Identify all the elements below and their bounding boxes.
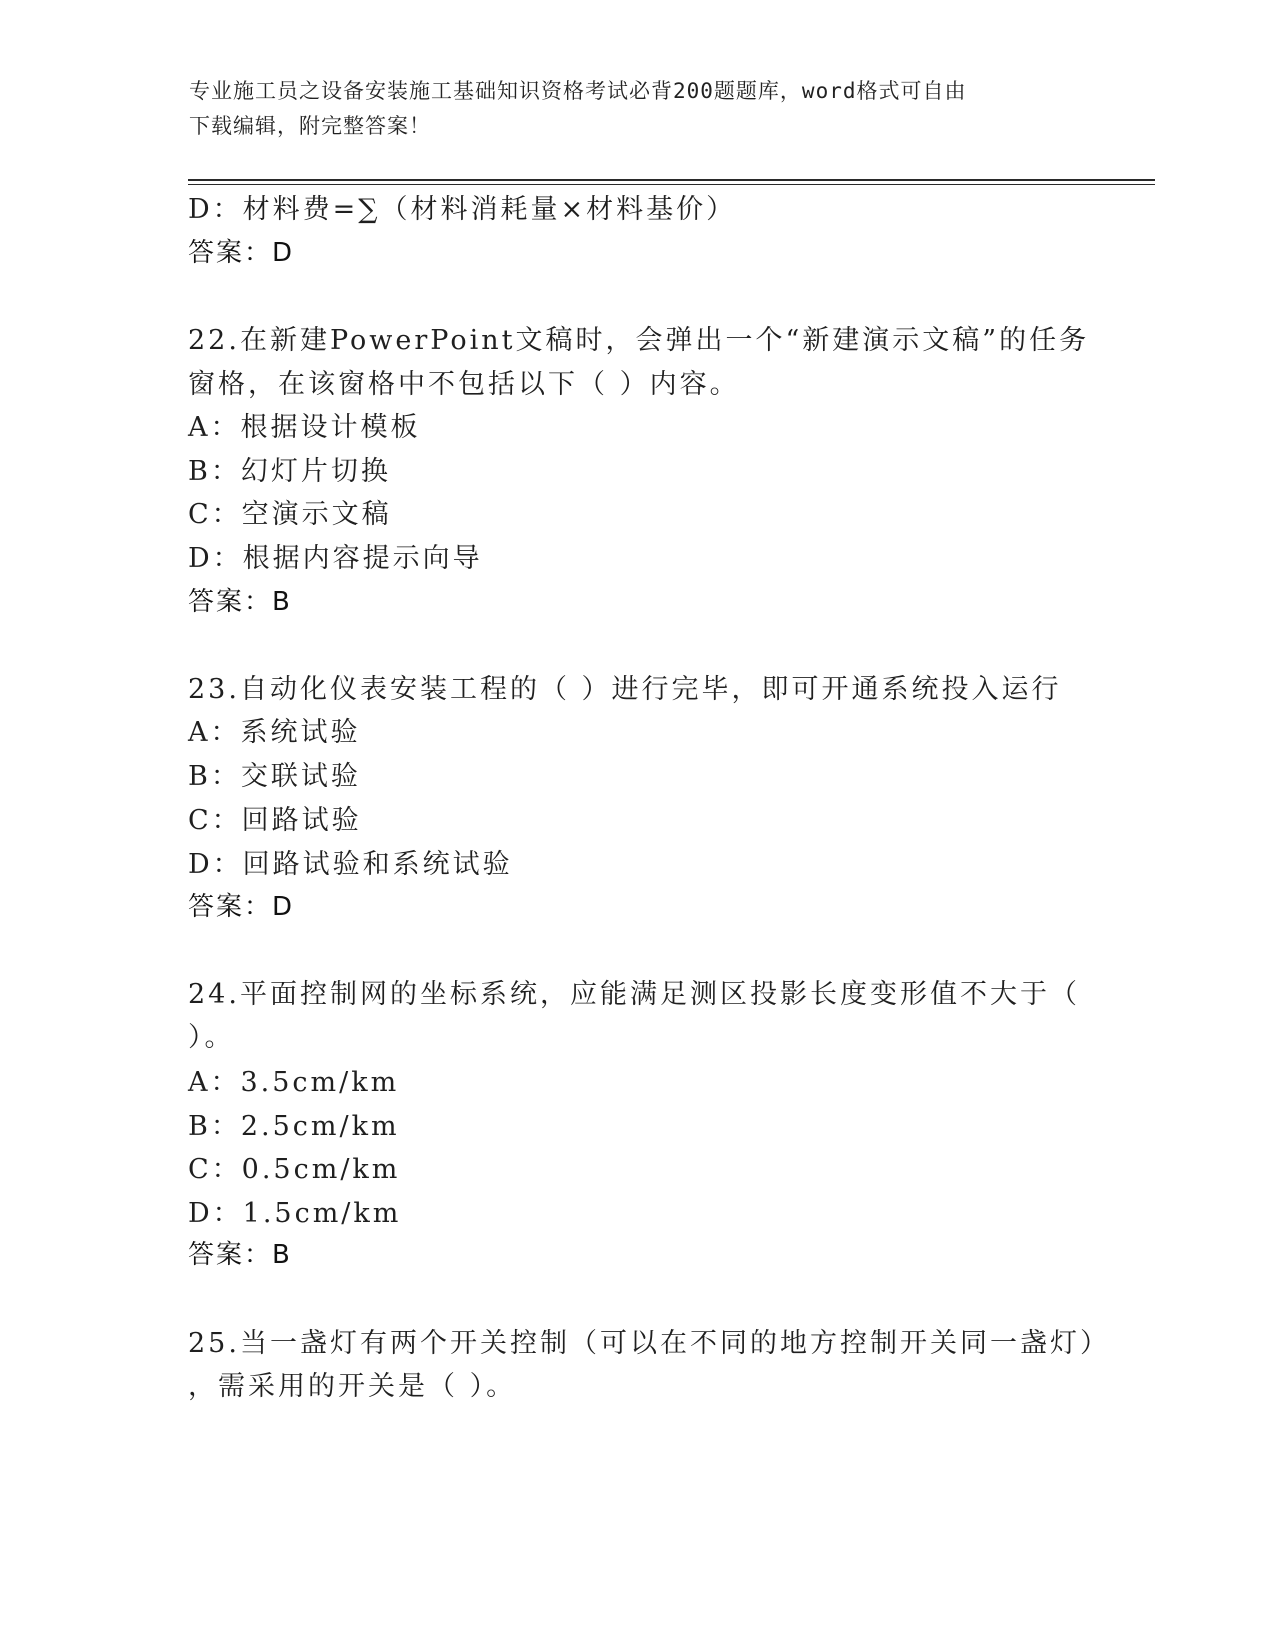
q22-stem-line-2: 窗格，在该窗格中不包括以下（ ）内容。 (188, 369, 740, 400)
q24-option-c: C：0.5cm/km (188, 1154, 401, 1185)
q22-answer: 答案：B (188, 587, 292, 617)
q23-option-c: C：回路试验 (188, 805, 362, 836)
q24-stem-line-2: ）。 (188, 1022, 235, 1053)
q22-option-d: D：根据内容提示向导 (188, 543, 483, 574)
header-divider (188, 179, 1155, 181)
q23-answer: 答案：D (188, 892, 295, 922)
q25-stem-line-1: 25.当一盏灯有两个开关控制（可以在不同的地方控制开关同一盏灯） (188, 1328, 1110, 1359)
q22-option-b: B：幻灯片切换 (188, 456, 391, 487)
q23-option-d: D：回路试验和系统试验 (188, 849, 513, 880)
q23-option-b: B：交联试验 (188, 761, 361, 792)
header-divider-thin (188, 184, 1155, 185)
q22-option-a: A：根据设计模板 (188, 412, 421, 443)
q24-answer: 答案：B (188, 1240, 292, 1270)
q24-stem-line-1: 24.平面控制网的坐标系统，应能满足测区投影长度变形值不大于（ (188, 979, 1080, 1010)
header-line-2: 下载编辑，附完整答案！ (189, 114, 431, 138)
header-line-1: 专业施工员之设备安装施工基础知识资格考试必背200题题库，word格式可自由 (189, 79, 967, 103)
prev-option-d: D：材料费=∑（材料消耗量×材料基价） (188, 194, 737, 225)
prev-answer: 答案：D (188, 238, 295, 268)
q23-stem-line-1: 23.自动化仪表安装工程的（ ）进行完毕，即可开通系统投入运行 (188, 674, 1062, 705)
q25-stem-line-2: ，需采用的开关是（ ）。 (188, 1371, 517, 1402)
q22-stem-line-1: 22.在新建PowerPoint文稿时，会弹出一个“新建演示文稿”的任务 (188, 325, 1090, 356)
q24-option-a: A：3.5cm/km (188, 1067, 400, 1098)
q24-option-d: D：1.5cm/km (188, 1198, 402, 1229)
q23-option-a: A：系统试验 (188, 717, 361, 748)
document-header (189, 74, 1069, 144)
q24-option-b: B：2.5cm/km (188, 1111, 400, 1142)
q22-option-c: C：空演示文稿 (188, 499, 392, 530)
